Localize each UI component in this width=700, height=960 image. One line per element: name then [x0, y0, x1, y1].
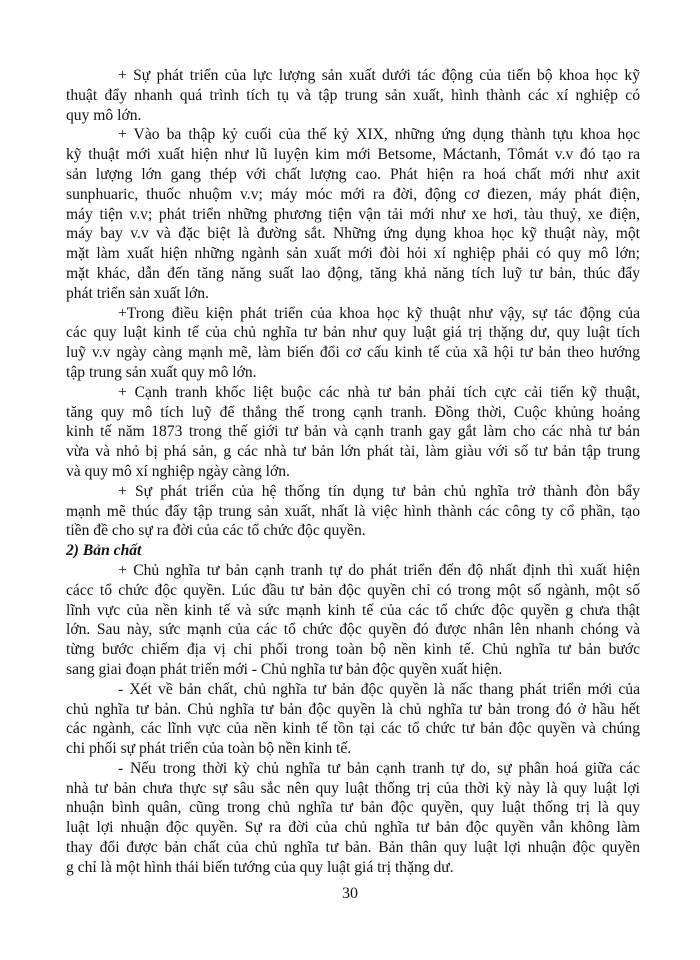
- paragraph: [66, 304, 640, 383]
- paragraph: [66, 561, 640, 680]
- text-line: kỹ thuật mới xuất hiện như lũ luyện kim mới Betsome, Máctanh, Tômát v.v đó tạo ra: [66, 146, 640, 164]
- text-line: sunphuaric, thuốc nhuộm v.v; máy móc mới ra đời, động cơ điezen, máy phát điện,: [66, 185, 640, 203]
- text-line: cácc tổ chức độc quyền. Lúc đầu tư bản độc quyền chỉ có trong một số ngành, một số: [66, 581, 640, 599]
- text-line: nhà tư bản chưa thực sự sâu sắc nên quy luật thống trị của thời kỳ này là quy luật lợi: [66, 779, 640, 797]
- text-line: sản lượng lớn gang thép với chất lượng cao. Phát hiện ra hoá chất mới như axit: [66, 165, 640, 183]
- text-line: nhuận bình quân, cũng trong chủ nghĩa tư bản độc quyền, quy luật thống trị là quy: [66, 799, 640, 817]
- text-line: lớn. Sau này, sức mạnh của các tổ chức độc quyền đó được nhân lên nhanh chóng và: [66, 621, 640, 639]
- text-line: g chỉ là một hình thái biến tướng của quy luật giá trị thặng dư.: [66, 858, 454, 876]
- text-line: + Sự phát triển của lực lượng sản xuất dưới tác động của tiến bộ khoa học kỹ: [118, 67, 640, 84]
- text-line: mặt làm xuất hiện những ngành sản xuất mới đòi hỏi xí nghiệp phải có quy mô lớn;: [66, 245, 640, 263]
- text-line: mặt khác, dẫn đến tăng năng suất lao động, tăng khả năng tích luỹ tư bản, thúc đẩy: [66, 264, 640, 282]
- text-line: từng bước chiếm địa vị chi phối trong toàn bộ nền kinh tế. Chủ nghĩa tư bản bước: [66, 641, 640, 659]
- document-page-body: [66, 66, 640, 878]
- text-line: + Chủ nghĩa tư bản cạnh tranh tự do phát triển đến độ nhất định thì xuất hiện: [118, 561, 640, 579]
- section-heading: 2) Bản chất: [66, 542, 142, 560]
- paragraph: [66, 66, 640, 125]
- text-line: các quy luật kinh tế của chủ nghĩa tư bản như quy luật giá trị thặng dư, quy luật tích: [66, 324, 640, 342]
- text-line: và quy mô xí nghiệp ngày càng lớn.: [66, 462, 290, 480]
- text-line: tăng quy mô tích luỹ để thắng thế trong cạnh tranh. Đồng thời, Cuộc khủng hoảng: [66, 403, 640, 421]
- paragraph: [66, 680, 640, 759]
- text-line: kinh tế năm 1873 trong thế giới tư bản và cạnh tranh gay gắt làm cho các nhà tư bản: [66, 423, 640, 441]
- text-line: - Nếu trong thời kỳ chủ nghĩa tư bản cạnh tranh tự do, sự phân hoá giữa các: [118, 759, 640, 777]
- text-line: phát triển sản xuất lớn.: [66, 284, 209, 302]
- page-number: 30: [342, 885, 358, 902]
- text-line: mạnh mẽ thúc đẩy tập trung sản xuất, nhất là việc hình thành các công ty cổ phần, tạo: [66, 502, 640, 520]
- text-line: + Sự phát triển của hệ thống tín dụng tư bản chủ nghĩa trở thành đòn bẩy: [118, 482, 640, 500]
- text-line: các ngành, các lĩnh vực của nền kinh tế tồn tại các tổ chức tư bản độc quyền và chúng: [66, 720, 640, 738]
- text-line: thay đổi được bản chất của chủ nghĩa tư bản. Bản thân quy luật lợi nhuận độc quyền: [66, 839, 640, 857]
- text-line: chi phối sự phát triển của toàn bộ nền kinh tế.: [66, 740, 352, 758]
- text-line: tập trung sản xuất quy mô lớn.: [66, 363, 257, 381]
- paragraph: [66, 482, 640, 541]
- paragraph: [66, 383, 640, 482]
- text-line: + Vào ba thập kỷ cuối của thế kỷ XIX, những ứng dụng thành tựu khoa học: [118, 126, 640, 144]
- text-line: thuật đẩy nhanh quá trình tích tụ và tập trung sản xuất, hình thành các xí nghiệp có: [66, 86, 640, 104]
- text-line: sang giai đoạn phát triển mới - Chủ nghĩa tư bản độc quyền xuất hiện.: [66, 660, 503, 678]
- text-line: máy tiện v.v; phát triển những phương tiện vận tải mới như xe hơi, tàu thuỷ, xe điện,: [66, 205, 640, 223]
- text-line: luật lợi nhuận độc quyền. Sự ra đời của chủ nghĩa tư bản độc quyền vẫn không làm: [66, 819, 640, 837]
- text-line: - Xét về bản chất, chủ nghĩa tư bản độc quyền là nấc thang phát triển mới của: [118, 680, 640, 698]
- text-line: tiền đề cho sự ra đời của các tổ chức độc quyền.: [66, 522, 366, 540]
- paragraph: [66, 125, 640, 303]
- text-line: +Trong điều kiện phát triển của khoa học kỹ thuật như vậy, sự tác động của: [118, 304, 640, 322]
- text-line: quy mô lớn.: [66, 106, 142, 124]
- text-line: + Cạnh tranh khốc liệt buộc các nhà tư bản phải tích cực cải tiến kỹ thuật,: [118, 383, 640, 401]
- text-line: lĩnh vực của nền kinh tế và sức mạnh kinh tế của các tổ chức độc quyền g chưa thật: [66, 601, 640, 619]
- text-line: máy bay v.v và đặc biệt là đường sắt. Những ứng dụng khoa học kỹ thuật này, một: [66, 225, 640, 243]
- text-line: vừa và nhỏ bị phá sản, g các nhà tư bản lớn phát tài, làm giàu với số tư bản tập trung: [66, 443, 640, 461]
- text-line: chủ nghĩa tư bản. Chủ nghĩa tư bản độc quyền là chủ nghĩa tư bản trong đó ở hầu hết: [66, 700, 640, 718]
- text-line: luỹ v.v ngày càng mạnh mẽ, làm biến đổi cơ cấu kinh tế của xã hội tư bản theo hướng: [66, 344, 640, 362]
- paragraph: [66, 759, 640, 878]
